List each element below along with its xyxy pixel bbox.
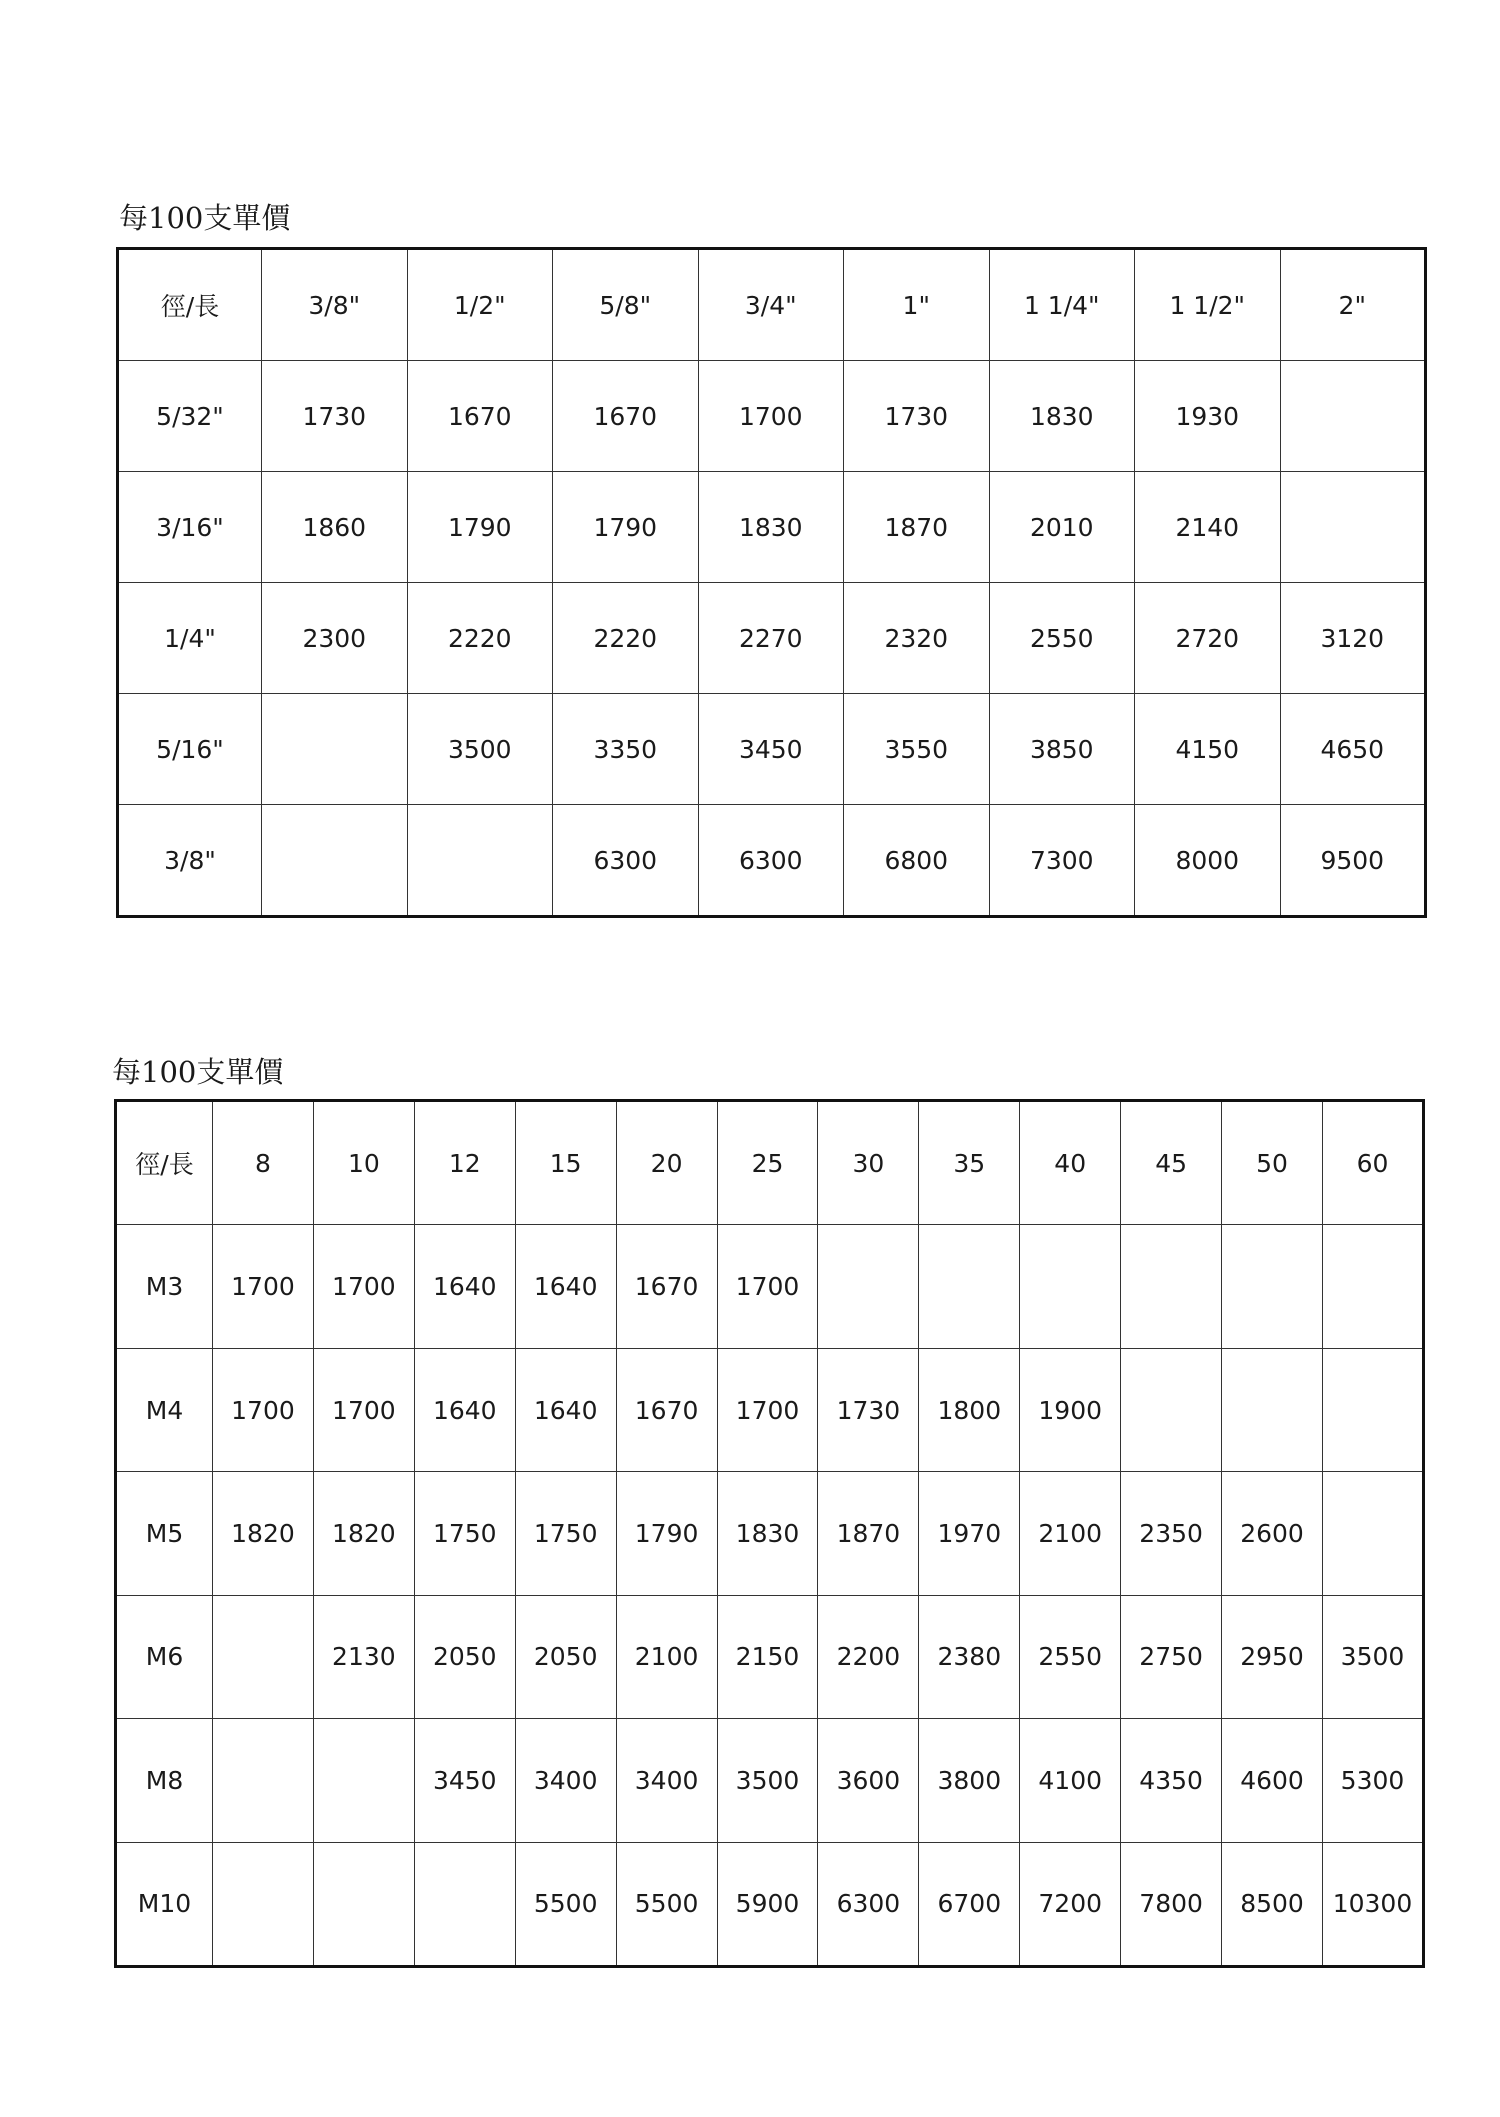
price-cell (1121, 1225, 1222, 1348)
length-header-cell: 1 1/4" (989, 249, 1135, 361)
length-header-cell: 50 (1222, 1101, 1323, 1225)
price-cell: 1750 (414, 1472, 515, 1595)
length-header-cell: 15 (515, 1101, 616, 1225)
length-header-cell: 1 1/2" (1135, 249, 1281, 361)
price-cell: 4650 (1280, 694, 1426, 805)
price-cell (407, 805, 553, 917)
price-cell: 3600 (818, 1719, 919, 1842)
price-cell: 1640 (414, 1225, 515, 1348)
price-cell: 3500 (1322, 1595, 1423, 1718)
metric-price-table (114, 1099, 1425, 1968)
length-header-cell: 3/4" (698, 249, 844, 361)
price-cell: 6800 (844, 805, 990, 917)
length-header-cell: 40 (1020, 1101, 1121, 1225)
price-cell: 8500 (1222, 1842, 1323, 1966)
price-cell: 1700 (717, 1348, 818, 1471)
table-row (116, 1719, 1424, 1842)
price-cell: 1700 (698, 361, 844, 472)
length-header-cell: 5/8" (553, 249, 699, 361)
table-row (118, 472, 1426, 583)
price-cell: 3800 (919, 1719, 1020, 1842)
price-cell: 2220 (553, 583, 699, 694)
price-cell: 1800 (919, 1348, 1020, 1471)
price-cell: 2550 (1020, 1595, 1121, 1718)
length-header-cell: 60 (1322, 1101, 1423, 1225)
length-header-cell: 12 (414, 1101, 515, 1225)
diameter-cell: M10 (116, 1842, 213, 1966)
price-cell: 1640 (515, 1348, 616, 1471)
price-cell: 1640 (414, 1348, 515, 1471)
price-cell (1020, 1225, 1121, 1348)
inch-price-table (116, 247, 1427, 918)
price-cell: 1830 (717, 1472, 818, 1595)
price-cell (1322, 1348, 1423, 1471)
price-cell: 3120 (1280, 583, 1426, 694)
length-header-cell: 35 (919, 1101, 1020, 1225)
length-header-cell: 30 (818, 1101, 919, 1225)
length-header-cell: 1/2" (407, 249, 553, 361)
price-cell: 7800 (1121, 1842, 1222, 1966)
price-cell: 3350 (553, 694, 699, 805)
corner-header-cell: 徑/長 (116, 1101, 213, 1225)
price-cell: 2300 (262, 583, 408, 694)
price-cell: 1790 (553, 472, 699, 583)
price-cell: 1870 (844, 472, 990, 583)
price-cell (213, 1595, 314, 1718)
price-cell: 1670 (553, 361, 699, 472)
price-cell: 2350 (1121, 1472, 1222, 1595)
price-cell (818, 1225, 919, 1348)
price-cell: 2270 (698, 583, 844, 694)
price-cell (1222, 1225, 1323, 1348)
diameter-cell: M6 (116, 1595, 213, 1718)
length-header-cell: 10 (313, 1101, 414, 1225)
price-cell: 2600 (1222, 1472, 1323, 1595)
price-cell: 1970 (919, 1472, 1020, 1595)
price-cell: 6300 (818, 1842, 919, 1966)
price-cell: 5900 (717, 1842, 818, 1966)
price-cell: 1820 (313, 1472, 414, 1595)
diameter-cell: 1/4" (118, 583, 262, 694)
diameter-cell: 5/32" (118, 361, 262, 472)
price-cell: 6700 (919, 1842, 1020, 1966)
price-cell: 1930 (1135, 361, 1281, 472)
price-cell: 1820 (213, 1472, 314, 1595)
price-cell: 1730 (262, 361, 408, 472)
length-header-cell: 3/8" (262, 249, 408, 361)
length-header-cell: 25 (717, 1101, 818, 1225)
price-cell: 1870 (818, 1472, 919, 1595)
price-cell (262, 805, 408, 917)
price-cell (313, 1719, 414, 1842)
table-row (116, 1595, 1424, 1718)
corner-header-cell: 徑/長 (118, 249, 262, 361)
price-cell: 3400 (515, 1719, 616, 1842)
price-cell (1121, 1348, 1222, 1471)
diameter-cell: 3/16" (118, 472, 262, 583)
price-cell: 4150 (1135, 694, 1281, 805)
price-cell: 2010 (989, 472, 1135, 583)
price-cell: 2050 (414, 1595, 515, 1718)
diameter-cell: M3 (116, 1225, 213, 1348)
price-cell: 1830 (989, 361, 1135, 472)
price-cell: 1790 (407, 472, 553, 583)
table-row (116, 1472, 1424, 1595)
price-cell (1280, 361, 1426, 472)
price-cell (213, 1842, 314, 1966)
diameter-cell: 5/16" (118, 694, 262, 805)
price-cell: 1700 (313, 1225, 414, 1348)
price-cell: 2750 (1121, 1595, 1222, 1718)
price-cell: 2150 (717, 1595, 818, 1718)
length-header-cell: 8 (213, 1101, 314, 1225)
price-cell: 3400 (616, 1719, 717, 1842)
price-cell (1222, 1348, 1323, 1471)
price-cell: 3450 (414, 1719, 515, 1842)
price-cell: 2380 (919, 1595, 1020, 1718)
price-cell: 4350 (1121, 1719, 1222, 1842)
price-cell (213, 1719, 314, 1842)
price-cell: 1670 (407, 361, 553, 472)
diameter-cell: M5 (116, 1472, 213, 1595)
price-cell: 2100 (1020, 1472, 1121, 1595)
price-cell: 10300 (1322, 1842, 1423, 1966)
price-cell (313, 1842, 414, 1966)
price-cell: 5500 (616, 1842, 717, 1966)
price-cell: 3450 (698, 694, 844, 805)
price-cell: 5300 (1322, 1719, 1423, 1842)
price-cell: 7200 (1020, 1842, 1121, 1966)
length-header-cell: 2" (1280, 249, 1426, 361)
table-row (118, 583, 1426, 694)
price-cell (919, 1225, 1020, 1348)
price-cell (414, 1842, 515, 1966)
price-cell: 2140 (1135, 472, 1281, 583)
diameter-cell: M4 (116, 1348, 213, 1471)
table-row (116, 1348, 1424, 1471)
price-cell: 9500 (1280, 805, 1426, 917)
table-2-caption: 每100支單價 (112, 1055, 284, 1089)
price-cell (1322, 1225, 1423, 1348)
price-cell: 1860 (262, 472, 408, 583)
price-cell: 2320 (844, 583, 990, 694)
price-cell: 4600 (1222, 1719, 1323, 1842)
price-cell: 2050 (515, 1595, 616, 1718)
table-row (118, 805, 1426, 917)
diameter-cell: M8 (116, 1719, 213, 1842)
table-row (118, 361, 1426, 472)
length-header-cell: 45 (1121, 1101, 1222, 1225)
price-cell: 2550 (989, 583, 1135, 694)
price-cell: 1700 (313, 1348, 414, 1471)
price-cell: 8000 (1135, 805, 1281, 917)
price-cell (262, 694, 408, 805)
price-cell (1280, 472, 1426, 583)
price-cell: 1640 (515, 1225, 616, 1348)
price-cell: 3550 (844, 694, 990, 805)
price-cell: 1670 (616, 1348, 717, 1471)
price-cell: 7300 (989, 805, 1135, 917)
length-header-cell: 20 (616, 1101, 717, 1225)
price-cell: 3850 (989, 694, 1135, 805)
header-row (116, 1101, 1424, 1225)
price-cell (1322, 1472, 1423, 1595)
price-cell: 6300 (698, 805, 844, 917)
price-cell: 1830 (698, 472, 844, 583)
price-cell: 5500 (515, 1842, 616, 1966)
price-cell: 4100 (1020, 1719, 1121, 1842)
price-cell: 1730 (818, 1348, 919, 1471)
price-cell: 2720 (1135, 583, 1281, 694)
price-cell: 1750 (515, 1472, 616, 1595)
price-cell: 1790 (616, 1472, 717, 1595)
table-row (118, 694, 1426, 805)
price-cell: 1670 (616, 1225, 717, 1348)
diameter-cell: 3/8" (118, 805, 262, 917)
price-cell: 2130 (313, 1595, 414, 1718)
price-cell: 3500 (717, 1719, 818, 1842)
price-cell: 1700 (717, 1225, 818, 1348)
price-cell: 3500 (407, 694, 553, 805)
price-cell: 2200 (818, 1595, 919, 1718)
price-cell: 1700 (213, 1348, 314, 1471)
price-cell: 2100 (616, 1595, 717, 1718)
price-cell: 2220 (407, 583, 553, 694)
price-cell: 1700 (213, 1225, 314, 1348)
price-cell: 6300 (553, 805, 699, 917)
price-cell: 2950 (1222, 1595, 1323, 1718)
price-cell: 1730 (844, 361, 990, 472)
price-cell: 1900 (1020, 1348, 1121, 1471)
header-row (118, 249, 1426, 361)
table-row (116, 1225, 1424, 1348)
table-row (116, 1842, 1424, 1966)
table-1-caption: 每100支單價 (119, 201, 291, 235)
length-header-cell: 1" (844, 249, 990, 361)
